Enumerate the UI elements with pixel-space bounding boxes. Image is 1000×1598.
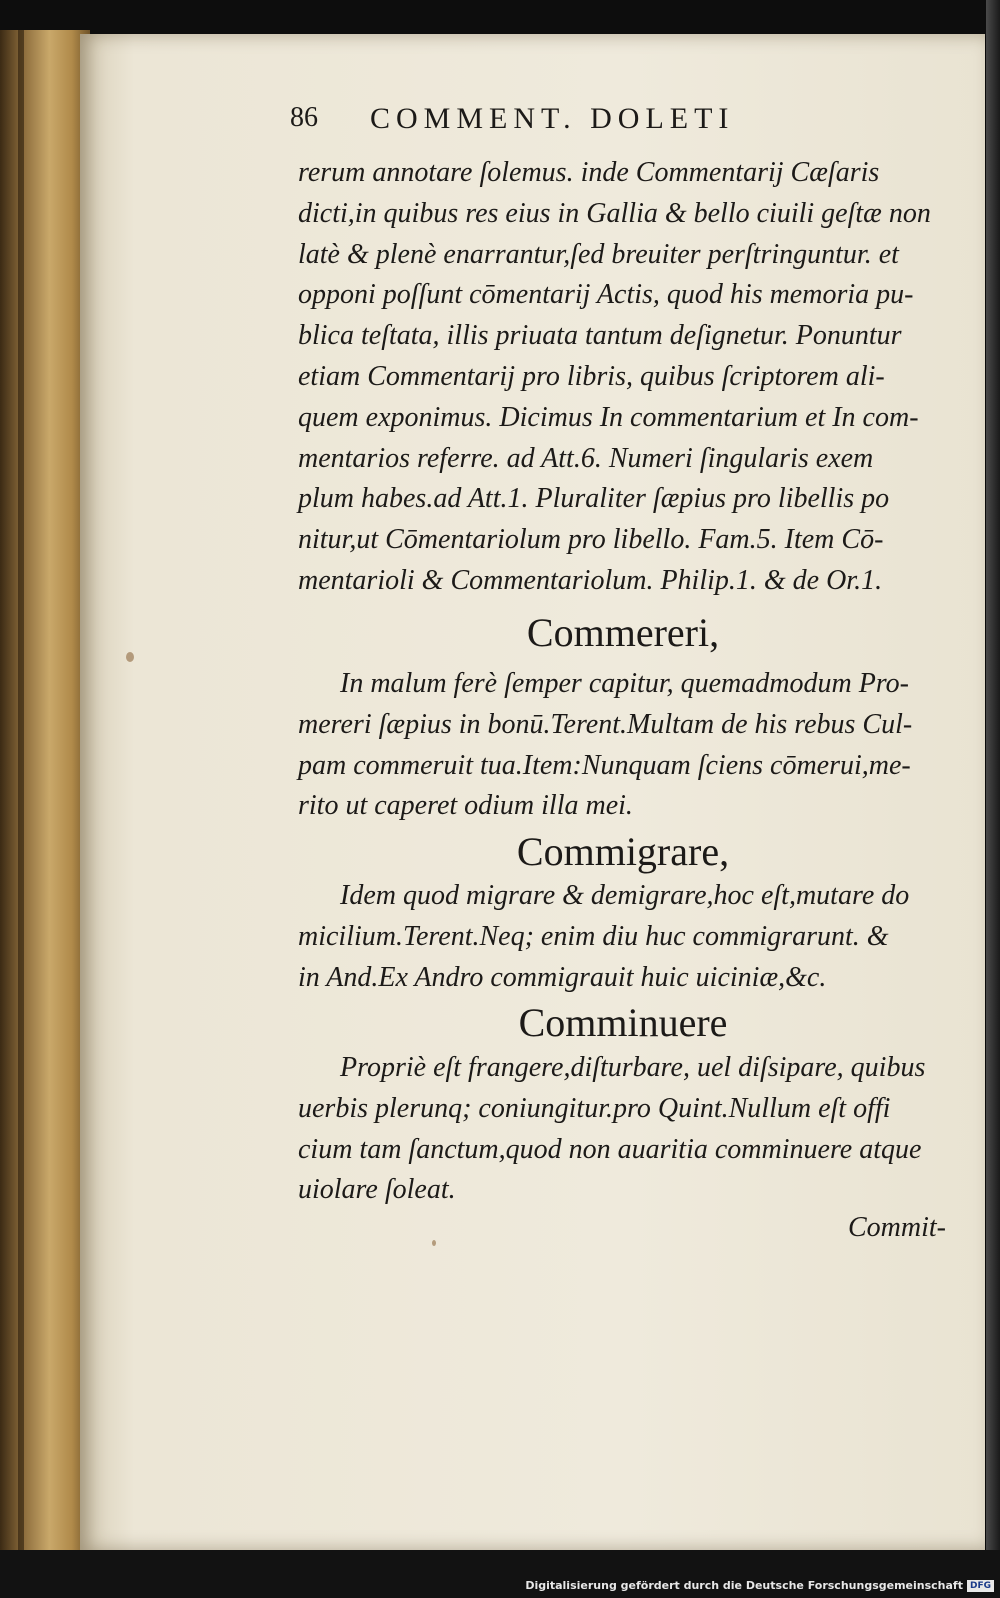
text-line: in And.Ex Andro commigrauit huic uiciniæ,&c. xyxy=(298,961,827,993)
text-line: uerbis plerunq; coniungitur.pro Quint.Nullum eſt offi xyxy=(298,1092,891,1124)
book-spine-shadow xyxy=(18,30,24,1550)
text-line: rerum annotare ſolemus. inde Commentarij Cæſaris xyxy=(298,157,880,188)
text-line: mentarios referre. ad Att.6. Numeri ſingularis exem xyxy=(298,442,874,474)
text-line: uiolare ſoleat. xyxy=(298,1174,456,1206)
headword-commereri: Commereri, xyxy=(526,610,720,655)
catchword: Commit- xyxy=(848,1212,946,1243)
text-line: nitur,ut Cōmentariolum pro libello. Fam.5. Item Cō- xyxy=(298,524,884,556)
text-line: rito ut caperet odium illa mei. xyxy=(298,790,633,822)
text-line: dicti,in quibus res eius in Gallia & bello ciuili geſtæ non xyxy=(298,197,931,229)
text-line: Propriè eſt frangere,diſturbare, uel diſsipare, quibus xyxy=(340,1052,926,1083)
foxing-spot xyxy=(126,652,134,662)
text-line: blica teſtata, illis priuata tantum deſignetur. Ponuntur xyxy=(298,320,902,352)
running-title: COMMENT. DOLETI xyxy=(370,102,735,135)
text-line: latè & plenè enarrantur,ſed breuiter perſtringuntur. et xyxy=(298,238,899,270)
headword-commigrare: Commigrare, xyxy=(516,829,730,874)
page-number: 86 xyxy=(290,102,318,133)
digitization-credit xyxy=(525,1579,994,1592)
entry-text-commigrare xyxy=(298,876,948,998)
entry-text-commereri xyxy=(298,664,948,827)
scan-right-border xyxy=(986,0,1000,1560)
dfg-logo-icon: DFG xyxy=(967,1580,994,1592)
book-fore-edge xyxy=(0,30,90,1550)
scan-top-border xyxy=(0,0,1000,36)
text-line: cium tam ſanctum,quod non auaritia comminuere atque xyxy=(298,1133,922,1165)
text-line: In malum ferè ſemper capitur, quemadmodum Pro- xyxy=(340,668,909,699)
text-line: pam commeruit tua.Item:Nunquam ſciens cōmerui,me- xyxy=(298,749,911,781)
running-head xyxy=(290,102,870,136)
text-line: opponi poſſunt cōmentarij Actis, quod his memoria pu- xyxy=(298,279,914,311)
text-line: mentarioli & Commentariolum. Philip.1. & de Or.1. xyxy=(298,564,883,596)
text-line: micilium.Terent.Neq; enim diu huc commigrarunt. & xyxy=(298,920,889,952)
credit-text: Digitalisierung gefördert durch die Deutsche Forschungsgemeinschaft xyxy=(525,1579,963,1592)
text-line: etiam Commentarij pro libris, quibus ſcriptorem ali- xyxy=(298,360,885,392)
headword-comminuere: Comminuere xyxy=(518,1000,728,1045)
entry-text-commentarius xyxy=(298,153,948,602)
foxing-spot xyxy=(432,1240,436,1246)
text-line: quem exponimus. Dicimus In commentarium et In com- xyxy=(298,401,919,433)
text-line: plum habes.ad Att.1. Pluraliter ſæpius pro libellis po xyxy=(298,483,890,515)
text-line: mereri ſæpius in bonū.Terent.Multam de his rebus Cul- xyxy=(298,708,913,740)
entry-text-comminuere xyxy=(298,1048,948,1211)
text-line: Idem quod migrare & demigrare,hoc eſt,mutare do xyxy=(340,880,910,911)
